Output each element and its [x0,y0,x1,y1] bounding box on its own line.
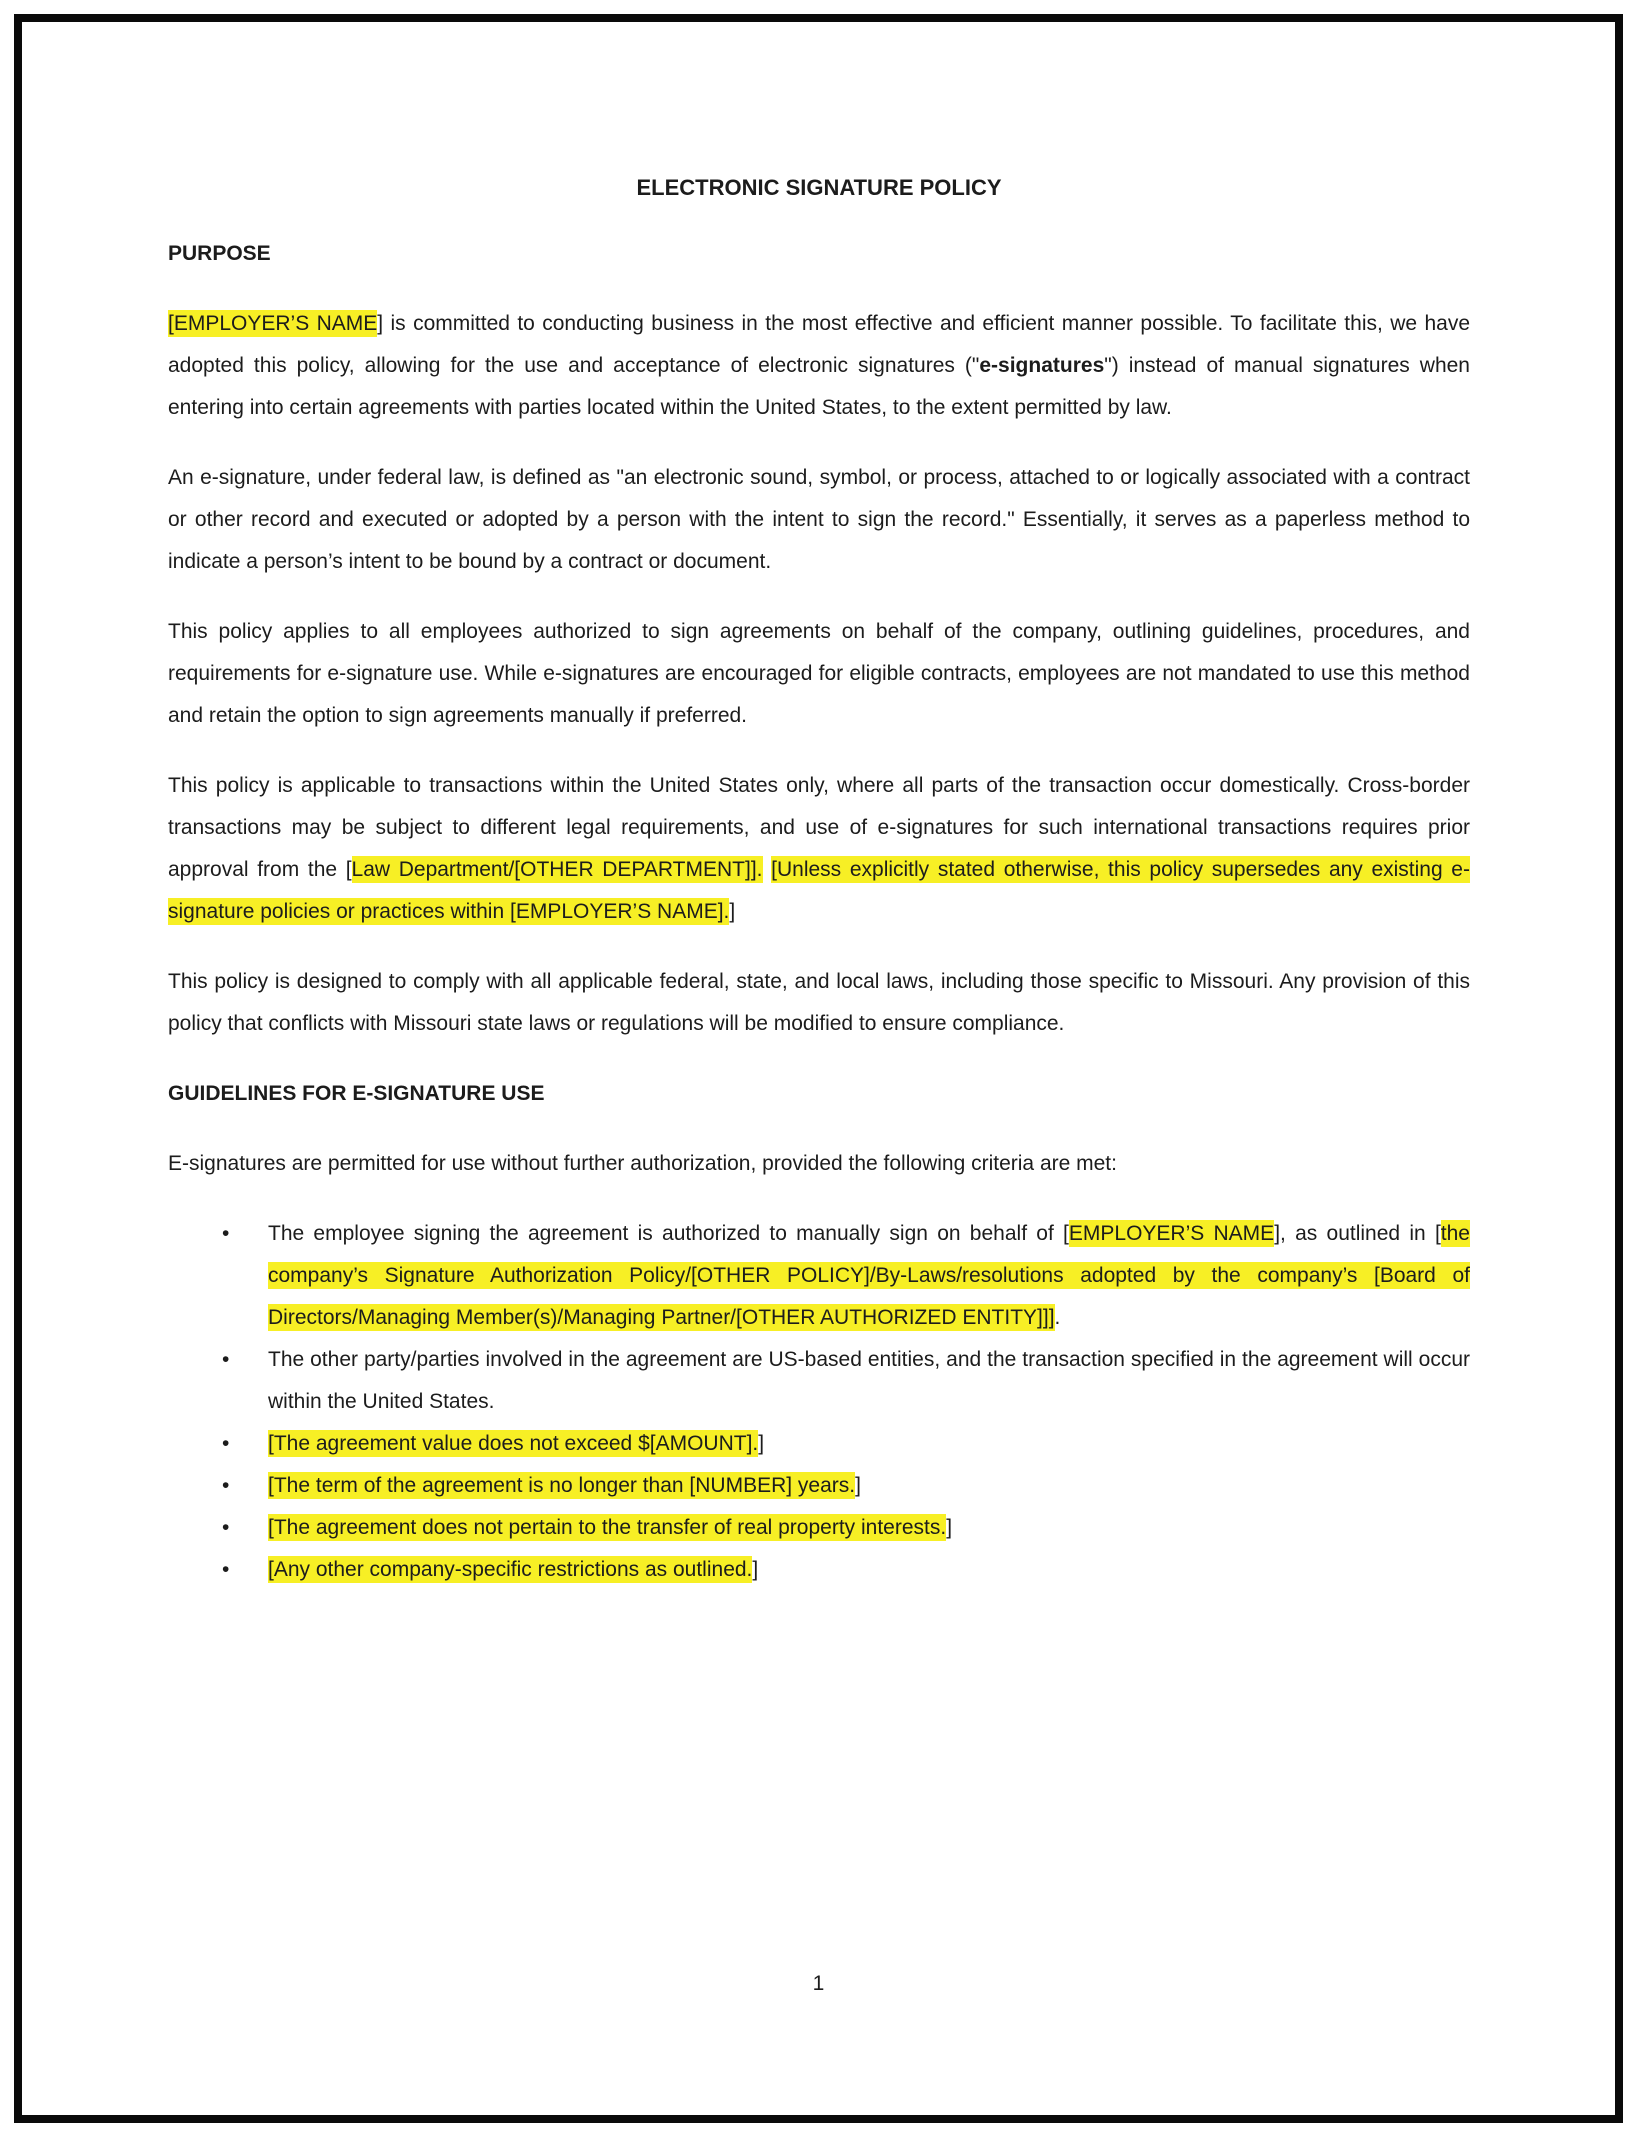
text-segment: e-signatures [979,354,1105,377]
highlighted-text: the company’s Signature Authorization Policy/[OTHER POLICY]/By-Laws/resolutions adopted by the company’s [Board of Directors/Managing Member(s)/Managing Partner/[OTHER AUTHORIZED ENTITY]]] [268,1222,1470,1329]
text-segment: This policy is applicable to transactions within the United States only, where all parts of the transaction occur domestically. Cross-border transactions may be subject to different legal requirements, and use of e-signatures for such international transactions requires prior approval from the [ [168,774,1470,881]
text-segment: The employee signing the agreement is authorized to manually sign on behalf of [ [268,1222,1069,1245]
text-segment: This policy is designed to comply with all applicable federal, state, and local laws, including those specific to Missouri. Any provision of this policy that conflicts with Missouri state laws or regulations will be modified to ensure compliance. [168,970,1470,1035]
text-segment: ] [729,900,736,923]
highlighted-text: Law Department/[OTHER DEPARTMENT]]. [351,858,763,881]
text-segment: The other party/parties involved in the agreement are US-based entities, and the transaction specified in the agreement will occur within the United States. [268,1348,1470,1413]
text-segment: ] [946,1516,953,1539]
paragraph [168,765,1470,933]
text-segment: ] [855,1474,861,1497]
text-segment: An e-signature, under federal law, is defined as "an electronic sound, symbol, or process, attached to or logically associated with a contract or other record and executed or adopted by a person with the intent to sign the record." Essentially, it serves as a paperless method to indicate a person’s intent to be bound by a contract or document. [168,466,1470,573]
list-item [268,1339,1470,1423]
highlighted-text: [The agreement value does not exceed $[AMOUNT]. [268,1432,759,1455]
highlighted-text: [The agreement does not pertain to the transfer of real property interests. [268,1516,947,1539]
highlighted-text: [EMPLOYER’S NAME [168,312,378,335]
document-content [22,22,1615,1591]
bullet-list [168,1213,1470,1591]
text-segment: E-signatures are permitted for use without further authorization, provided the following criteria are met: [168,1152,1117,1175]
list-item [268,1549,1470,1591]
list-item [268,1213,1470,1339]
document-page [14,14,1623,2123]
text-segment: ") instead of manual signatures when entering into certain agreements with parties located within the United States, to the extent permitted by law. [168,354,1470,419]
text-segment: ] [752,1558,759,1581]
paragraph [168,961,1470,1045]
text-segment [763,858,772,881]
highlighted-text: [Unless explicitly stated otherwise, this policy supersedes any existing e-signature policies or practices within [EMPLOYER’S NAME]. [168,858,1470,923]
text-segment: ], as outlined in [ [1274,1222,1441,1245]
paragraph [168,303,1470,429]
text-segment: ] [758,1432,765,1455]
list-item [268,1507,1470,1549]
text-segment: . [1054,1306,1061,1329]
highlighted-text: [Any other company-specific restrictions as outlined. [268,1558,753,1581]
highlighted-text: EMPLOYER’S NAME [1068,1222,1275,1245]
highlighted-text: [The term of the agreement is no longer than [NUMBER] years. [268,1474,856,1497]
paragraph [168,457,1470,583]
text-segment: This policy applies to all employees authorized to sign agreements on behalf of the company, outlining guidelines, procedures, and requirements for e-signature use. While e-signatures are encouraged for eligible contracts, employees are not mandated to use this method and retain the option to sign agreements manually if preferred. [168,620,1470,727]
paragraph [168,1143,1470,1185]
document-title: ELECTRONIC SIGNATURE POLICY [636,175,1002,200]
text-segment: ] is committed to conducting business in the most effective and efficient manner possible. To facilitate this, we have adopted this policy, allowing for the use and acceptance of electronic signatures (" [168,312,1470,377]
list-item [268,1423,1470,1465]
section-heading: GUIDELINES FOR E-SIGNATURE USE [168,1082,545,1105]
paragraph [168,611,1470,737]
document-body [168,233,1470,1591]
page-number: 1 [812,1972,825,1995]
section-heading: PURPOSE [168,242,271,265]
list-item [268,1465,1470,1507]
